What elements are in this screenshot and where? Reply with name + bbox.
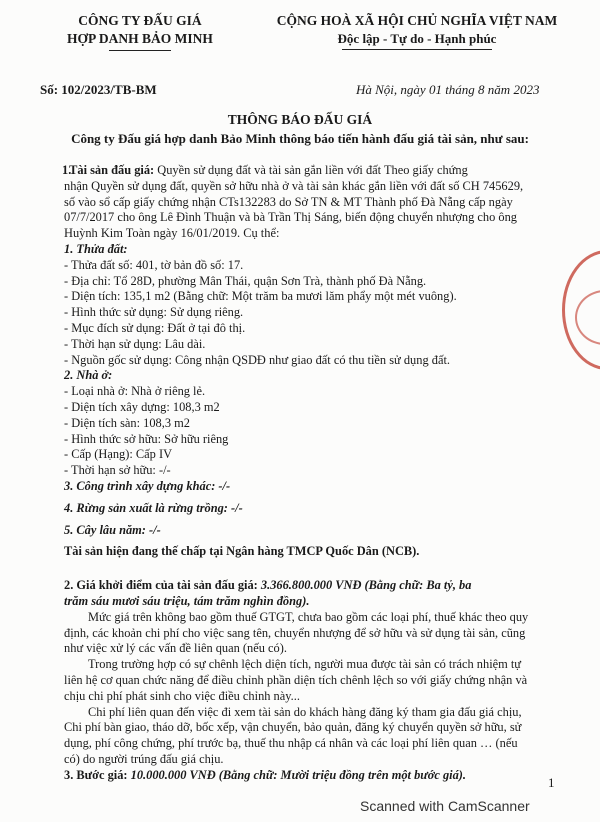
land-item: - Mục đích sử dụng: Đất ở tại đô thị. [64,320,246,335]
section-1-line: 07/7/2017 cho ông Lê Đình Thuận và bà Trần Thị Sáng, biến động chuyển nhượng cho ông [64,210,517,225]
section-3-number: 3. [64,767,74,782]
section-2 [40,578,560,768]
national-motto: Độc lập - Tự do - Hạnh phúc [337,31,497,46]
page-number: 1 [548,775,555,790]
land-item: - Nguồn gốc sử dụng: Công nhận QSDĐ như giao đất có thu tiền sử dụng đất. [64,352,450,367]
spacer [40,560,560,578]
document-body [40,163,560,783]
company-name-line1: CÔNG TY ĐẤU GIÁ [78,13,202,28]
house-item: - Diện tích sàn: 108,3 m2 [64,415,190,430]
company-header [40,12,240,51]
house-item: - Cấp (Hạng): Cấp IV [64,447,173,462]
perennial-trees-item: 5. Cây lâu năm: -/- [64,522,161,537]
section-1-number: 1. [62,163,72,177]
document-date: Hà Nội, ngày 01 tháng 8 năm 2023 [356,82,540,97]
document-number: Số: 102/2023/TB-BM [40,82,157,97]
land-heading: 1. Thửa đất: [64,241,128,256]
section-2-label: Giá khởi điểm của tài sản đấu giá: [76,578,258,593]
cost-note-line: Chi phí liên quan đến việc đi xem tài sản do khách hàng đăng ký tham gia đấu giá chịu, [88,704,522,719]
section-1-line: Huỳnh Kim Toàn ngày 16/01/2019. Cụ thể: [64,226,280,241]
company-underline [109,50,171,51]
price-note-line: Mức giá trên không bao gồm thuế GTGT, chưa bao gồm các loại phí, thuế khác theo quy [88,609,529,624]
area-note-line: liên hệ cơ quan chức năng để điều chỉnh phần diện tích chênh lệch so với giấy chứng nhận và [64,672,528,687]
price-note-line: như việc xử lý các vấn đề liên quan (nếu có). [64,641,287,656]
section-3-label: Bước giá: [76,767,128,782]
motto-underline [342,49,492,50]
company-name-line2: HỢP DANH BẢO MINH [67,31,213,46]
scanner-watermark: Scanned with CamScanner [360,798,530,814]
section-1-line: nhận Quyền sử dụng đất, quyền sở hữu nhà ở và tài sản khác gắn liền với đất số CH 745629, [64,178,524,193]
bid-increment: 10.000.000 VNĐ (Bằng chữ: Mười triệu đồng trên một bước giá). [130,767,467,782]
land-item: - Thời hạn sử dụng: Lâu dài. [64,336,206,351]
section-1-line: Quyền sử dụng đất và tài sản gắn liền với đất Theo giấy chứng [154,163,468,177]
area-note-line: chịu chi phí phát sinh cho việc điều chỉnh này... [64,688,300,703]
land-item: - Địa chỉ: Tổ 28D, phường Mân Thái, quận Sơn Trà, thành phố Đà Nẵng. [64,273,427,288]
forest-item: 4. Rừng sản xuất là rừng trồng: -/- [64,500,243,515]
land-item: - Diện tích: 135,1 m2 (Bằng chữ: Một trăm ba mươi lăm phẩy một mét vuông). [64,289,457,304]
cost-note-line: dụng, phí công chứng, phí trước bạ, thuế thu nhập cá nhân và các loại phí liên quan … (nếu [64,736,518,751]
starting-price-words: trăm sáu mươi sáu triệu, tám trăm nghìn đồng). [64,593,310,608]
section-1-line: số vào sổ cấp giấy chứng nhận CTs132283 do Sở TN & MT Thành phố Đà Nẵng cấp ngày [64,194,513,209]
section-3-line [40,768,560,784]
section-1-intro [40,163,560,179]
section-1 [40,163,560,560]
house-item: - Hình thức sở hữu: Sở hữu riêng [64,431,229,446]
section-2-number: 2. [64,578,74,593]
house-heading: 2. Nhà ở: [64,368,113,383]
other-structures-item: 3. Công trình xây dựng khác: -/- [64,478,231,493]
cost-note-line: có) do người trúng đấu giá chịu. [64,751,224,766]
national-title: CỘNG HOÀ XÃ HỘI CHỦ NGHĨA VIỆT NAM [276,13,558,28]
house-item: - Diện tích xây dựng: 108,3 m2 [64,399,220,414]
section-2-intro [40,578,560,594]
section-3 [40,768,560,784]
area-note-line: Trong trường hợp có sự chênh lệch diện tích, người mua được tài sản có trách nhiệm tự [88,657,522,672]
section-1-label: Tài sản đấu giá: [69,163,155,177]
mortgage-note: Tài sản hiện đang thế chấp tại Ngân hàng TMCP Quốc Dân (NCB). [64,544,420,559]
document-title: THÔNG BÁO ĐẤU GIÁ [227,112,373,127]
house-item: - Loại nhà ở: Nhà ở riêng lẻ. [64,384,206,399]
price-note-line: định, các khoản chi phí cho việc sang tên, chuyển nhượng để sở hữu và sử dụng tài sản, cũng [64,625,526,640]
cost-note-line: Chi phí bàn giao, tháo dỡ, bốc xếp, vận chuyển, bảo quản, đăng ký chuyển quyền sở hữu, sử [64,720,522,735]
land-item: - Hình thức sử dụng: Sử dụng riêng. [64,305,244,320]
national-header [252,12,582,50]
document-subtitle: Công ty Đấu giá hợp danh Bảo Minh thông báo tiến hành đấu giá tài sản, như sau: [71,131,529,146]
starting-price: 3.366.800.000 VNĐ (Bằng chữ: Ba tỷ, ba [260,578,472,593]
land-item: - Thửa đất số: 401, tờ bản đồ số: 17. [64,257,244,272]
house-item: - Thời hạn sở hữu: -/- [64,463,171,478]
